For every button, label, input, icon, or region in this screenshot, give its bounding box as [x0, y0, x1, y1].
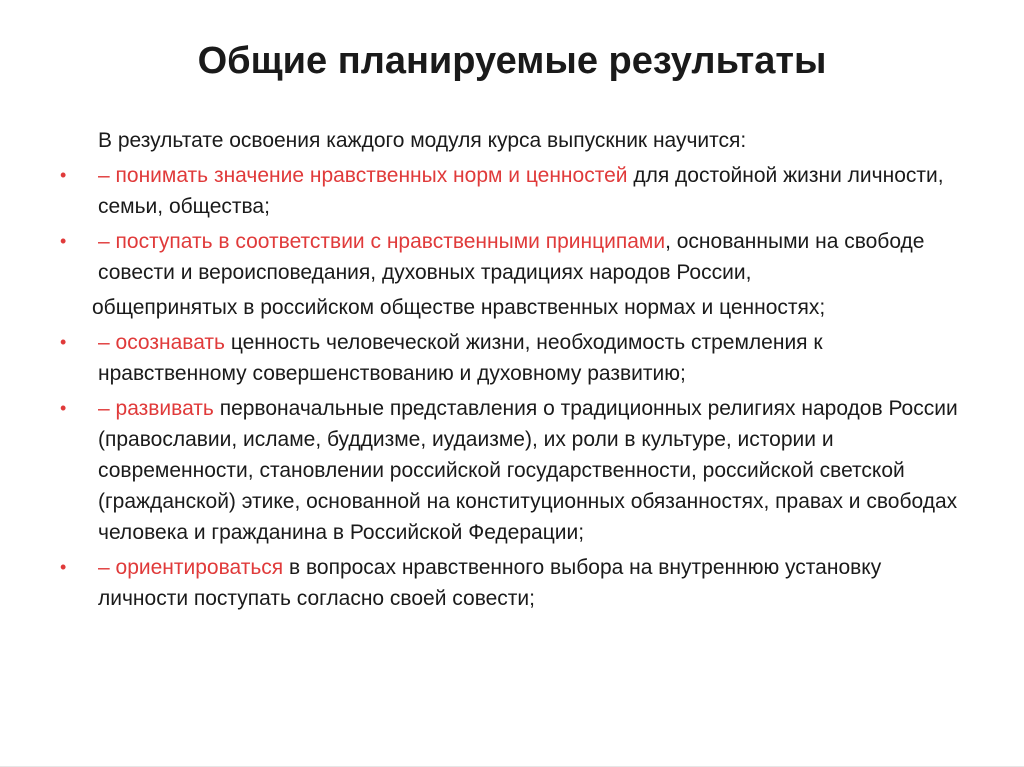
bullet-icon: •	[60, 557, 67, 577]
list-item-3	[50, 327, 970, 389]
item-text: , основанными на свободе совести и вероисповедания, духовных традициях народов России,	[98, 230, 925, 284]
list-item-1	[50, 160, 970, 222]
item-highlight: – развивать	[98, 397, 214, 420]
item-2-continuation: общепринятых в российском обществе нравственных нормах и ценностях;	[92, 296, 826, 319]
bullet-icon: •	[60, 231, 67, 251]
list-item-2	[50, 226, 970, 288]
slide-title: Общие планируемые результаты	[197, 40, 827, 82]
item-text: ценность человеческой жизни, необходимость стремления к нравственному совершенствованию и духовному развитию;	[98, 331, 823, 385]
list-item-4	[50, 393, 970, 548]
bullet-icon: •	[60, 165, 67, 185]
item-text: в вопросах нравственного выбора на внутреннюю установку личности поступать согласно своей совести;	[98, 556, 882, 610]
bullet-icon: •	[60, 332, 67, 352]
slide-content	[50, 125, 970, 618]
item-text: для достойной жизни личности, семьи, общества;	[98, 164, 944, 218]
intro-text: В результате освоения каждого модуля курса выпускник научится:	[98, 129, 747, 152]
list-item-5	[50, 552, 970, 614]
bullet-icon: •	[60, 398, 67, 418]
item-highlight: – осознавать	[98, 331, 225, 354]
item-highlight: – ориентироваться	[98, 556, 284, 579]
item-highlight: – понимать значение нравственных норм и ценностей	[98, 164, 628, 187]
item-text: первоначальные представления о традиционных религиях народов России (православии, исламе, буддизме, иудаизме), их роли в культуре, истории и современности, становлении российской государственности, российской светской (гражданской) этике, основанной на конституционных обязанностях, правах и свободах человека и гражданина в Российской Федерации;	[98, 397, 958, 544]
item-highlight: – поступать в соответствии с нравственными принципами	[98, 230, 666, 253]
